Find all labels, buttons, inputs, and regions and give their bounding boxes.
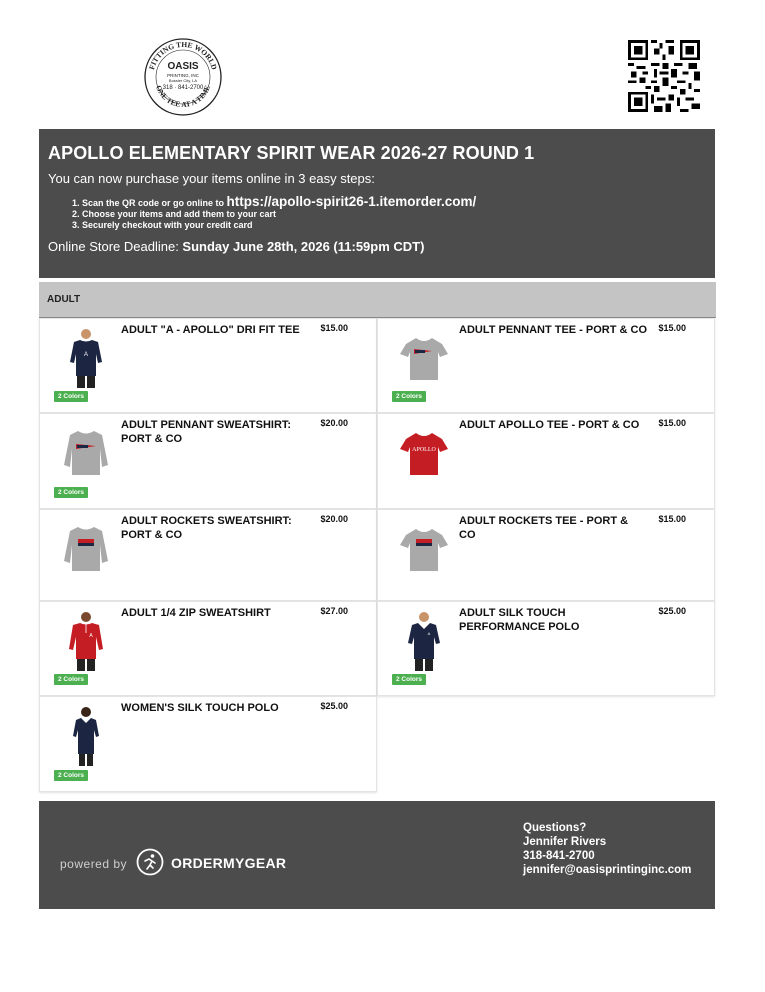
product-card[interactable] [39,696,377,792]
product-image [58,419,114,485]
contact-name: Jennifer Rivers [523,836,607,848]
color-count-badge: 2 Colors [54,674,88,685]
product-name[interactable]: ADULT ROCKETS SWEATSHIRT: PORT & CO [121,515,292,541]
contact-email[interactable]: jennifer@oasisprintinginc.com [523,864,692,876]
product-card[interactable] [39,509,377,601]
oasis-printing-logo [143,37,223,117]
product-price: $20.00 [320,514,348,524]
product-image [396,419,452,485]
color-count-badge: 2 Colors [54,487,88,498]
product-price: $15.00 [658,418,686,428]
store-url-link[interactable]: https://apollo-spirit26-1.itemorder.com/ [226,194,477,209]
banner-subtitle: You can now purchase your items online in 3 easy steps: [48,171,375,186]
product-name[interactable]: ADULT APOLLO TEE - PORT & CO [459,419,640,431]
svg-text:A: A [427,631,431,636]
product-image [396,324,452,390]
svg-text:A: A [89,633,93,639]
product-card[interactable] [39,413,377,509]
product-image [58,324,114,390]
product-card[interactable] [377,509,715,601]
page-title: APOLLO ELEMENTARY SPIRIT WEAR 2026-27 ROUND 1 [48,143,535,163]
step-item: 3. Securely checkout with your credit card [82,220,706,231]
step-1-text: Scan the QR code or go online to [82,198,227,208]
product-name[interactable]: WOMEN'S SILK TOUCH POLO [121,702,279,714]
product-card[interactable] [377,318,715,413]
contact-info [523,821,691,877]
product-card[interactable] [39,601,377,696]
step-item: 2. Choose your items and add them to your cart [82,209,706,220]
product-name[interactable]: ADULT ROCKETS TEE - PORT & CO [459,515,629,541]
svg-text:FITTING THE WORLD: FITTING THE WORLD [147,39,219,71]
product-price: $20.00 [320,418,348,428]
store-deadline [48,239,706,254]
product-price: $15.00 [658,323,686,333]
product-card[interactable] [377,601,715,696]
ordermygear-runner-icon [136,848,164,876]
steps-list [48,196,706,231]
product-card[interactable] [377,413,715,509]
product-image [58,515,114,581]
ordermygear-logo-text: ORDERMYGEAR [171,855,287,871]
product-price: $15.00 [320,323,348,333]
deadline-label: Online Store Deadline: [48,239,183,254]
page-footer [39,801,715,909]
svg-text:Bossier City, LA: Bossier City, LA [168,78,198,83]
svg-text:ONE TEE AT A TIME: ONE TEE AT A TIME [154,84,212,110]
product-image [396,515,452,581]
product-name[interactable]: ADULT "A - APOLLO" DRI FIT TEE [121,324,300,336]
product-image [58,607,114,673]
qr-code-icon[interactable] [628,40,700,112]
product-name[interactable]: ADULT PENNANT TEE - PORT & CO [459,324,648,336]
svg-text:APOLLO: APOLLO [412,447,436,453]
product-price: $27.00 [320,606,348,616]
questions-label: Questions? [523,822,587,834]
svg-text:A: A [83,352,89,358]
svg-text:318 · 841-2700: 318 · 841-2700 [162,85,204,91]
product-price: $15.00 [658,514,686,524]
color-count-badge: 2 Colors [54,391,88,402]
contact-phone[interactable]: 318-841-2700 [523,850,595,862]
product-name[interactable]: ADULT SILK TOUCH PERFORMANCE POLO [459,607,580,633]
deadline-value: Sunday June 28th, 2026 (11:59pm CDT) [182,239,425,254]
step-item [82,196,706,209]
product-name[interactable]: ADULT PENNANT SWEATSHIRT: PORT & CO [121,419,292,445]
product-price: $25.00 [320,701,348,711]
section-header-adult: ADULT [39,282,716,318]
product-name[interactable]: ADULT 1/4 ZIP SWEATSHIRT [121,607,271,619]
product-image [396,607,452,673]
svg-text:OASIS: OASIS [167,61,199,72]
store-header-banner [39,129,715,278]
color-count-badge: 2 Colors [392,674,426,685]
product-price: $25.00 [658,606,686,616]
svg-text:PRINTING, INC: PRINTING, INC [167,73,199,78]
color-count-badge: 2 Colors [392,391,426,402]
powered-by-label: powered by [60,857,128,871]
product-card[interactable] [39,318,377,413]
product-image [58,702,114,768]
color-count-badge: 2 Colors [54,770,88,781]
